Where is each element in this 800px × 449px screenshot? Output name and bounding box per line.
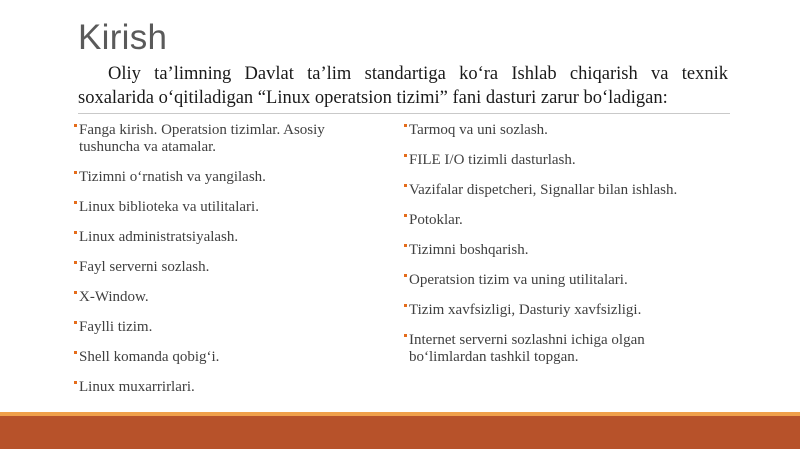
- list-item: [74, 349, 374, 366]
- list-item: [404, 332, 724, 366]
- list-item-text: Tizimni o‘rnatish va yangilash.: [79, 169, 266, 185]
- list-item: [74, 199, 374, 216]
- footer-band: [0, 416, 800, 449]
- list-item-text: Shell komanda qobig‘i.: [79, 349, 220, 365]
- bullet-icon: [404, 154, 407, 157]
- bullet-icon: [404, 334, 407, 337]
- list-item-text: Faylli tizim.: [79, 319, 153, 335]
- right-topic-list: [404, 122, 724, 379]
- divider: [78, 113, 730, 114]
- bullet-icon: [74, 321, 77, 324]
- list-item-text: Tizim xavfsizligi, Dasturiy xavfsizligi.: [409, 302, 642, 318]
- list-item: [74, 122, 374, 156]
- list-item-text: Linux muxarrirlari.: [79, 379, 195, 395]
- list-item-text: X-Window.: [79, 289, 149, 305]
- list-item-text: Fanga kirish. Operatsion tizimlar. Asosiy tushuncha va atamalar.: [79, 122, 325, 155]
- bullet-icon: [404, 304, 407, 307]
- list-item: [74, 379, 374, 396]
- list-item: [404, 152, 724, 169]
- list-item: [74, 319, 374, 336]
- list-item: [74, 169, 374, 186]
- bullet-icon: [74, 231, 77, 234]
- list-item: [404, 182, 724, 199]
- list-item-text: Linux biblioteka va utilitalari.: [79, 199, 259, 215]
- list-item: [404, 242, 724, 259]
- list-item-text: Linux administratsiyalash.: [79, 229, 239, 245]
- list-item-text: Vazifalar dispetcheri, Signallar bilan ishlash.: [409, 182, 678, 198]
- bullet-icon: [74, 124, 77, 127]
- bullet-icon: [404, 214, 407, 217]
- bullet-icon: [74, 351, 77, 354]
- list-item-text: Tizimni boshqarish.: [409, 242, 529, 258]
- list-item-text: Fayl serverni sozlash.: [79, 259, 210, 275]
- bullet-icon: [74, 171, 77, 174]
- bullet-icon: [74, 381, 77, 384]
- slide-title: Kirish: [78, 18, 168, 57]
- list-item-text: Tarmoq va uni sozlash.: [409, 122, 548, 138]
- list-item: [74, 229, 374, 246]
- list-item-text: Potoklar.: [409, 212, 463, 228]
- bullet-icon: [74, 261, 77, 264]
- bullet-icon: [404, 124, 407, 127]
- list-item: [74, 259, 374, 276]
- list-item: [404, 212, 724, 229]
- list-item: [404, 272, 724, 289]
- list-item-text: Internet serverni sozlashni ichiga olgan bo‘limlardan tashkil topgan.: [409, 332, 645, 365]
- bullet-icon: [74, 201, 77, 204]
- intro-paragraph: Oliy ta’limning Davlat ta’lim standartiga ko‘ra Ishlab chiqarish va texnik soxalarida o‘qitiladigan “Linux operatsion tizimi” fani dasturi zarur bo‘ladigan:: [78, 64, 728, 108]
- list-item-text: Operatsion tizim va uning utilitalari.: [409, 272, 628, 288]
- list-item: [74, 289, 374, 306]
- list-item-text: FILE I/O tizimli dasturlash.: [409, 152, 576, 168]
- bullet-icon: [404, 274, 407, 277]
- list-item: [404, 122, 724, 139]
- bullet-icon: [74, 291, 77, 294]
- bullet-icon: [404, 184, 407, 187]
- left-topic-list: [74, 122, 374, 409]
- bullet-icon: [404, 244, 407, 247]
- list-item: [404, 302, 724, 319]
